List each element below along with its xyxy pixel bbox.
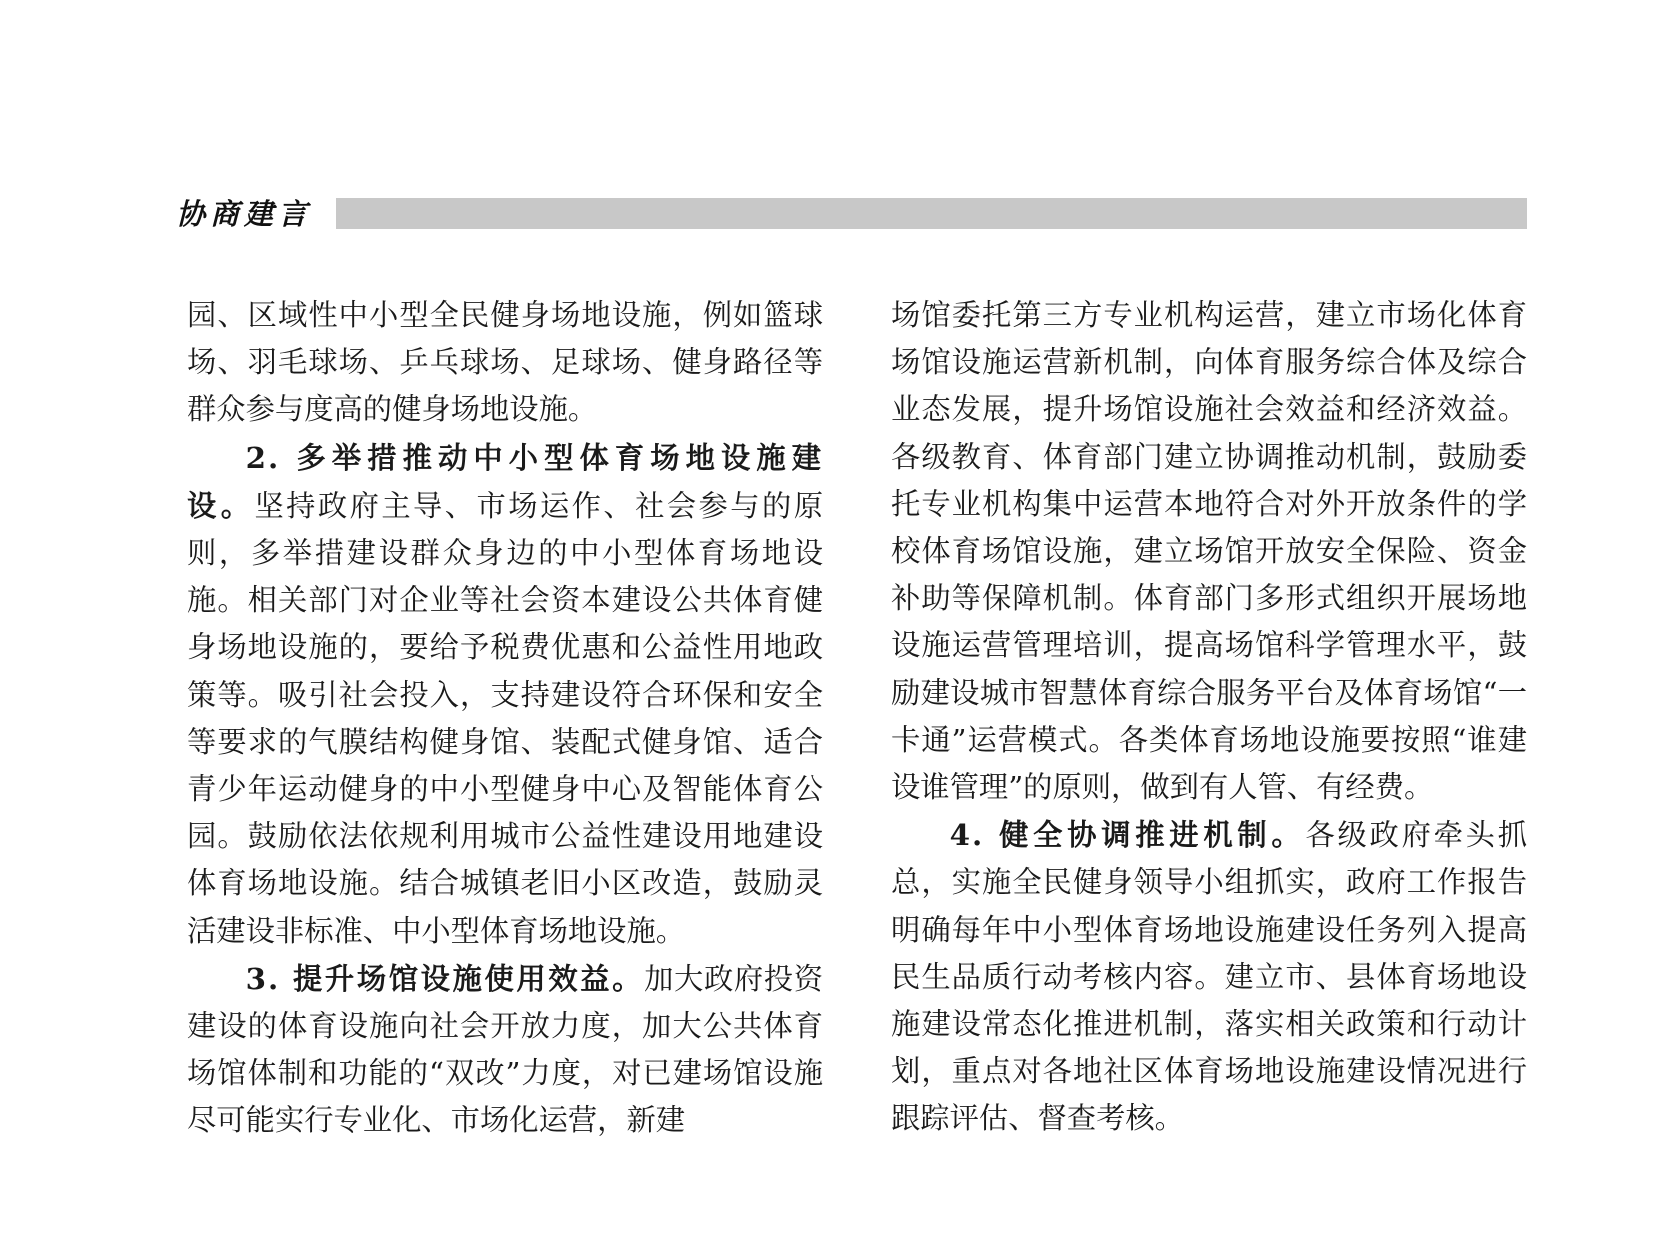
item-4-body: 各级政府牵头抓总，实施全民健身领导小组抓实，政府工作报告明确每年中小型体育场地设施建设任务列入提高民生品质行动考核内容。建立市、县体育场地设施建设常态化推进机制，落实相关政策和行动计划，重点对各地社区体育场地设施建设情况进行跟踪评估、督查考核。 xyxy=(891,818,1527,1136)
header-rule-bar xyxy=(336,198,1527,229)
section-header xyxy=(176,196,1527,232)
paragraph-item-4 xyxy=(891,811,1527,1142)
left-column xyxy=(187,292,823,1145)
right-column xyxy=(891,292,1527,1143)
paragraph-item-2 xyxy=(187,434,823,955)
item-2-body: 坚持政府主导、市场运作、社会参与的原则，多举措建设群众身边的中小型体育场地设施。相关部门对企业等社会资本建设公共体育健身场地设施的，要给予税费优惠和公益性用地政策等。吸引社会投入，支持建设符合环保和安全等要求的气膜结构健身馆、装配式健身馆、适合青少年运动健身的中小型健身中心及智能体育公园。鼓励依法依规利用城市公益性建设用地建设体育场地设施。结合城镇老旧小区改造，鼓励灵活建设非标准、中小型体育场地设施。 xyxy=(187,488,824,948)
paragraph-continuation: 园、区域性中小型全民健身场地设施，例如篮球场、羽毛球场、乒乓球场、足球场、健身路径等群众参与度高的健身场地设施。 xyxy=(187,298,823,427)
item-2-heading: 2. 多举措推动中小型体育场地设施建设。 xyxy=(187,439,823,523)
item-3-heading: 3. 提升场馆设施使用效益。 xyxy=(245,960,645,996)
item-3-body: 加大政府投资建设的体育设施向社会开放力度，加大公共体育场馆体制和功能的“双改”力度，对已建场馆设施尽可能实行专业化、市场化运营，新建 xyxy=(187,961,823,1138)
item-4-heading: 4. 健全协调推进机制。 xyxy=(949,817,1306,853)
paragraph-item-3-continued: 场馆委托第三方专业机构运营，建立市场化体育场馆设施运营新机制，向体育服务综合体及综合业态发展，提升场馆设施社会效益和经济效益。各级教育、体育部门建立协调推动机制，鼓励委托专业机构集中运营本地符合对外开放条件的学校体育场馆设施，建立场馆开放安全保险、资金补助等保障机制。体育部门多形式组织开展场地设施运营管理培训，提高场馆科学管理水平，鼓励建设城市智慧体育综合服务平台及体育场馆“一卡通”运营模式。各类体育场地设施要按照“谁建设谁管理”的原则，做到有人管、有经费。 xyxy=(891,298,1527,805)
section-title: 协商建言 xyxy=(176,197,313,231)
paragraph-item-3 xyxy=(187,955,823,1145)
